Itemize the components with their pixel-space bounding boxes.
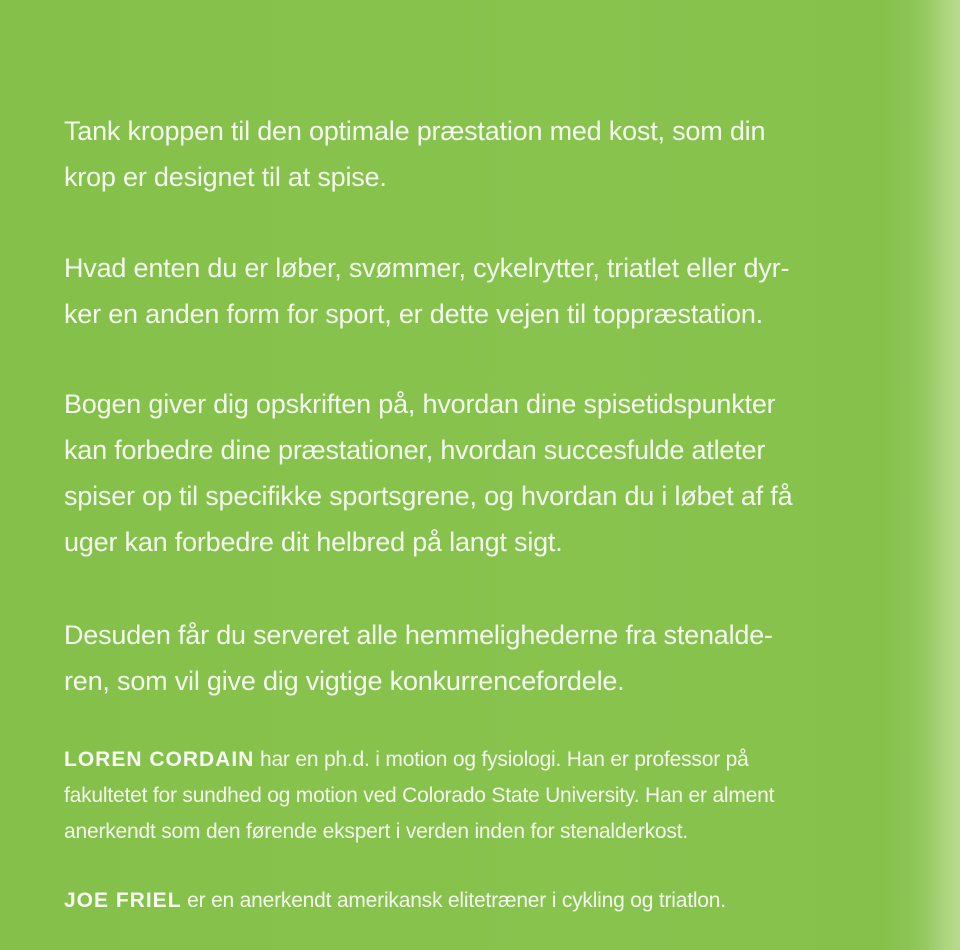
blurb-paragraph-3: Bogen giver dig opskriften på, hvordan dine spisetidspunkter kan forbedre dine præstationer, hvordan succesfulde atleter spiser op til specifikke sportsgrene, og hvordan du i løbet af få uger kan forbedre dit helbred på langt sigt. — [64, 389, 793, 557]
blurb-paragraph-4: Desuden får du serveret alle hemmelighederne fra stenalde- ren, som vil give dig vigtige konkurrencefordele. — [64, 620, 773, 696]
author-bio-cordain — [64, 742, 904, 850]
author-bio-text-cordain: har en ph.d. i motion og fysiologi. Han er professor på fakultetet for sundhed og motion ved Colorado State University. Han er alment anerkendt som den førende ekspert i verden inden for stenalderkost. — [64, 748, 775, 843]
author-bio-friel — [64, 883, 904, 919]
blurb-paragraph-2: Hvad enten du er løber, svømmer, cykelrytter, triatlet eller dyr- ker en anden form for sport, er dette vejen til toppræstation. — [64, 253, 790, 329]
author-name-friel: JOE FRIEL — [64, 889, 182, 912]
blurb-paragraph-1: Tank kroppen til den optimale præstation med kost, som din krop er designet til at spise. — [64, 116, 766, 192]
cover-edge-highlight — [926, 0, 960, 950]
author-name-cordain: LOREN CORDAIN — [64, 748, 255, 771]
author-bio-text-friel: er en anerkendt amerikansk elitetræner i cykling og triatlon. — [181, 889, 726, 912]
